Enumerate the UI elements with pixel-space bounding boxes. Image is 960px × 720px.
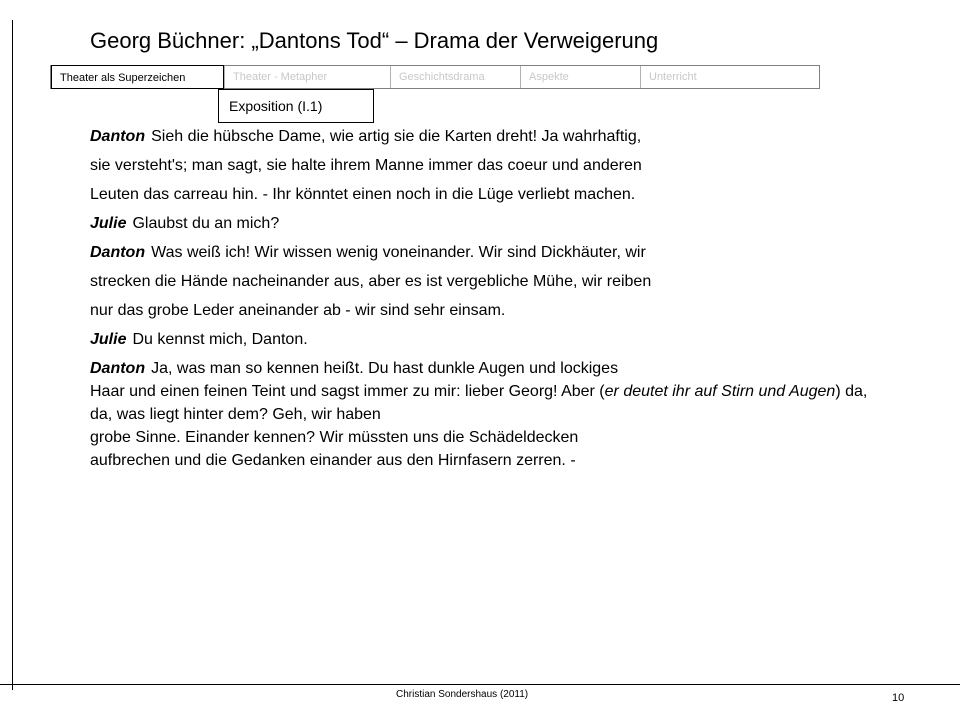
- speech-line: ) da, da, was liegt hinter dem? Geh, wir haben: [90, 383, 868, 423]
- navigation-tabs: [50, 65, 820, 89]
- speech-line: Was weiß ich! Wir wissen wenig voneinander. Wir sind Dickhäuter, wir: [151, 244, 646, 261]
- speech-line: Glaubst du an mich?: [132, 215, 280, 232]
- speaker-name: Julie: [90, 215, 127, 232]
- left-margin-line: [12, 20, 13, 690]
- subtab-exposition[interactable]: Exposition (I.1): [218, 89, 374, 123]
- speech-line: Sieh die hübsche Dame, wie artig sie die Karten dreht! Ja wahrhaftig,: [151, 128, 642, 145]
- speech-julie-2: [90, 325, 870, 354]
- speech-line: aufbrechen und die Gedanken einander aus den Hirnfasern zerren. -: [90, 452, 576, 469]
- tab-geschichtsdrama[interactable]: Geschichtsdrama: [390, 66, 520, 88]
- tab-unterricht[interactable]: Unterricht: [640, 66, 819, 88]
- speech-julie-1: [90, 209, 870, 238]
- tab-theater-metapher[interactable]: Theater - Metapher: [224, 66, 390, 88]
- footer-divider: [0, 684, 960, 685]
- dialogue-text: [90, 122, 870, 472]
- speech-line: sie versteht's; man sagt, sie halte ihrem Manne immer das coeur und anderen: [90, 157, 642, 174]
- slide-title: Georg Büchner: „Dantons Tod“ – Drama der Verweigerung: [90, 28, 659, 53]
- speaker-name: Danton: [90, 244, 146, 261]
- speech-line: Ja, was man so kennen heißt. Du hast dunkle Augen und lockiges: [151, 360, 619, 377]
- speaker-name: Danton: [90, 360, 146, 377]
- stage-direction: er deutet ihr auf Stirn und Augen: [604, 383, 836, 400]
- speech-line: Leuten das carreau hin. - Ihr könntet einen noch in die Lüge verliebt machen.: [90, 186, 636, 203]
- page-number: 10: [892, 692, 905, 704]
- speech-line: Haar und einen feinen Teint und sagst immer zu mir: lieber Georg! Aber (: [90, 383, 605, 400]
- speech-line: strecken die Hände nacheinander aus, aber es ist vergebliche Mühe, wir reiben: [90, 273, 652, 290]
- tab-aspekte[interactable]: Aspekte: [520, 66, 640, 88]
- speech-danton-1: [90, 122, 870, 209]
- speech-line: Du kennst mich, Danton.: [132, 331, 308, 348]
- tab-theater-als-superzeichen[interactable]: Theater als Superzeichen: [51, 65, 224, 89]
- speaker-name: Danton: [90, 128, 146, 145]
- speech-line: nur das grobe Leder aneinander ab - wir sind sehr einsam.: [90, 302, 506, 319]
- speaker-name: Julie: [90, 331, 127, 348]
- speech-danton-2: [90, 238, 870, 325]
- speech-danton-3: [90, 357, 870, 472]
- speech-line: grobe Sinne. Einander kennen? Wir müssten uns die Schädeldecken: [90, 429, 579, 446]
- footer-author: Christian Sondershaus (2011): [396, 689, 529, 700]
